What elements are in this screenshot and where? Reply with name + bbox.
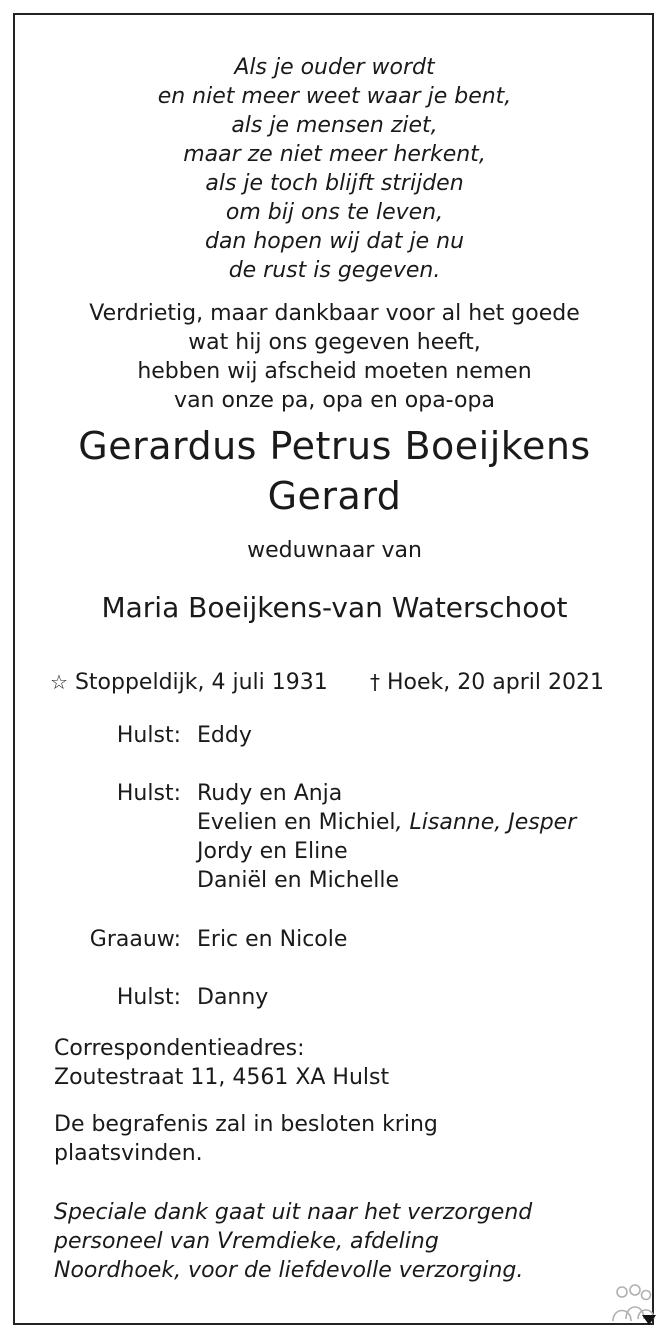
correspondence-address: [54, 1034, 389, 1092]
family-place: Hulst:: [116, 723, 181, 748]
funeral-line: De begrafenis zal in besloten kring: [54, 1112, 438, 1137]
intro-line: van onze pa, opa en opa-opa: [174, 388, 495, 413]
deceased-name: [0, 421, 669, 521]
family-place: Hulst:: [116, 781, 181, 806]
poem-line: de rust is gegeven.: [228, 258, 441, 283]
death-info: [370, 666, 604, 699]
funeral-line: plaatsvinden.: [54, 1141, 203, 1166]
deceased-full-name: Gerardus Petrus Boeijkens: [78, 424, 591, 468]
correspondence-street: Zoutestraat 11, 4561 XA Hulst: [54, 1065, 390, 1090]
family-names: Eric en Nicole: [197, 927, 348, 952]
correspondence-label: Correspondentieadres:: [54, 1036, 305, 1061]
funeral-notice: [54, 1110, 438, 1168]
thanks-line: personeel van Vremdieke, afdeling: [54, 1229, 439, 1254]
family-names: Danny: [197, 985, 269, 1010]
poem-line: en niet meer weet waar je bent,: [157, 84, 512, 109]
triangle-down-icon[interactable]: [640, 1313, 658, 1327]
intro-line: wat hij ons gegeven heeft,: [188, 330, 481, 355]
poem-line: als je mensen ziet,: [231, 113, 438, 138]
poem-line: om bij ons te leven,: [225, 200, 444, 225]
widower-text: weduwnaar van: [247, 538, 422, 563]
intro-line: Verdrietig, maar dankbaar voor al het goede: [89, 301, 580, 326]
intro-line: hebben wij afscheid moeten nemen: [137, 359, 532, 384]
intro-text: [0, 299, 669, 415]
poem: [0, 53, 669, 285]
family-name-line: Rudy en Anja: [197, 781, 343, 806]
star-icon: ☆: [50, 670, 68, 694]
deceased-call-name: Gerard: [267, 474, 402, 518]
grandchild-couple: Evelien en Michiel: [197, 810, 396, 835]
poem-line: Als je ouder wordt: [234, 55, 435, 80]
thanks-note: [54, 1198, 532, 1285]
poem-line: maar ze niet meer herkent,: [183, 142, 486, 167]
family-names: Eddy: [197, 723, 252, 748]
cross-icon: †: [370, 670, 380, 694]
birth-info: [50, 666, 328, 699]
thanks-line: Noordhoek, voor de liefdevolle verzorging.: [54, 1258, 524, 1283]
grandchild-couple: Jordy en Eline: [197, 839, 348, 864]
family-name-line: [197, 866, 576, 895]
spouse-name: Maria Boeijkens-van Waterschoot: [101, 591, 568, 624]
family-names: [197, 779, 576, 895]
family-name-line: [197, 808, 576, 837]
birth-text: Stoppeldijk, 4 juli 1931: [74, 670, 328, 695]
grandchild-couple: Daniël en Michelle: [197, 868, 400, 893]
thanks-line: Speciale dank gaat uit naar het verzorgend: [54, 1200, 533, 1225]
family-place: Hulst:: [116, 985, 181, 1010]
poem-line: dan hopen wij dat je nu: [204, 229, 465, 254]
family-place: Graauw:: [89, 927, 181, 952]
death-text: Hoek, 20 april 2021: [387, 670, 604, 695]
great-grandchildren: , Lisanne, Jesper: [395, 810, 577, 835]
poem-line: als je toch blijft strijden: [205, 171, 464, 196]
family-name-line: [197, 837, 576, 866]
